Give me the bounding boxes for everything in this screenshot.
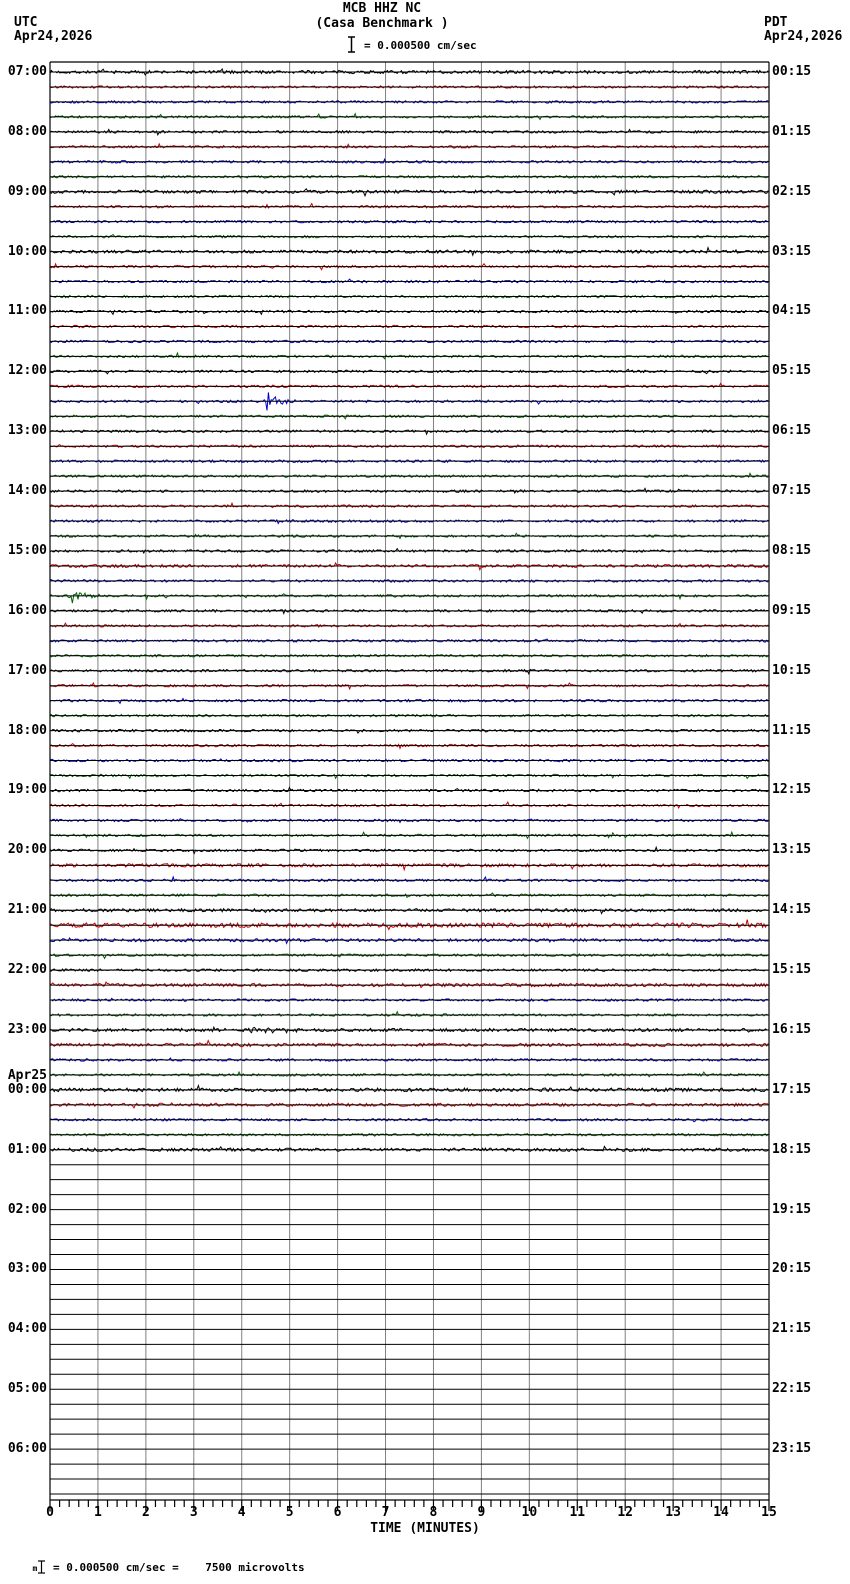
hour-label-utc: 12:00 — [7, 363, 47, 379]
seismogram-trace-row-35 — [50, 593, 768, 603]
hour-label-utc: 04:00 — [7, 1321, 47, 1337]
hour-label-utc: 19:00 — [7, 782, 47, 798]
hour-label-utc: 13:00 — [7, 423, 47, 439]
hour-label-pdt: 06:15 — [772, 423, 812, 439]
hour-label-utc: 21:00 — [7, 902, 47, 918]
hour-label-utc: 01:00 — [7, 1141, 47, 1157]
station-location: (Casa Benchmark ) — [315, 16, 449, 31]
timezone-left-label: UTC — [14, 15, 38, 30]
hour-label-pdt: 01:15 — [772, 123, 812, 139]
seismogram-trace-row-53 — [50, 864, 768, 870]
seismogram-trace-row-72 — [50, 1146, 768, 1151]
footer-scale-note — [6, 1548, 305, 1584]
hour-label-utc: 15:00 — [7, 542, 47, 558]
hour-label-utc: 16:00 — [7, 602, 47, 618]
hour-label-pdt: 05:15 — [772, 363, 812, 379]
hour-label-pdt: 22:15 — [772, 1381, 812, 1397]
hour-label-pdt: 07:15 — [772, 483, 812, 499]
x-tick-label: 6 — [333, 1505, 342, 1520]
hour-label-pdt: 19:15 — [772, 1201, 812, 1217]
seismogram-trace-row-8 — [50, 189, 768, 196]
hour-label-utc: 20:00 — [7, 842, 47, 858]
station-title: MCB HHZ NC — [342, 1, 422, 16]
hour-label-pdt: 23:15 — [772, 1441, 812, 1457]
hour-label-utc: 08:00 — [7, 123, 47, 139]
timezone-right-label: PDT — [764, 15, 788, 30]
seismogram-trace-row-9 — [50, 204, 768, 208]
date-left-label: Apr24,2026 — [14, 29, 93, 44]
hour-label-utc: 03:00 — [7, 1261, 47, 1277]
seismogram-trace-row-58 — [50, 938, 768, 943]
hour-label-utc: 00:00 — [7, 1081, 47, 1097]
seismogram-trace-row-65 — [50, 1041, 768, 1047]
hour-label-pdt: 20:15 — [772, 1261, 812, 1277]
x-tick-label: 7 — [381, 1505, 390, 1520]
seismogram-trace-row-56 — [50, 909, 768, 914]
date-break-label: Apr25 — [7, 1067, 47, 1083]
seismogram-trace-row-63 — [50, 1012, 768, 1017]
footer-scale-bar-icon — [37, 1561, 46, 1574]
footer-scale-text: = 0.000500 cm/sec = 7500 microvolts — [52, 1561, 305, 1574]
x-tick-label: 3 — [189, 1505, 198, 1520]
seismogram-trace-row-11 — [50, 235, 768, 238]
seismogram-trace-row-57 — [50, 920, 768, 930]
hour-label-utc: 05:00 — [7, 1381, 47, 1397]
seismogram-trace-row-54 — [50, 877, 768, 882]
hour-label-utc: 06:00 — [7, 1441, 47, 1457]
seismogram-trace-row-36 — [50, 610, 768, 614]
hour-label-pdt: 14:15 — [772, 902, 812, 918]
x-tick-label: 12 — [617, 1505, 634, 1520]
seismogram-trace-row-5 — [50, 144, 768, 148]
footer-scale-prefix: m — [32, 1564, 38, 1573]
seismogram-trace-row-14 — [50, 279, 768, 283]
seismogram-trace-row-21 — [50, 383, 768, 387]
seismogram-trace-row-6 — [50, 159, 768, 163]
x-axis-title: TIME (MINUTES) — [370, 1521, 480, 1536]
hour-label-utc: 18:00 — [7, 722, 47, 738]
x-tick-label: 11 — [569, 1505, 586, 1520]
hour-label-utc: 09:00 — [7, 183, 47, 199]
hour-label-pdt: 21:15 — [772, 1321, 812, 1337]
hour-label-pdt: 12:15 — [772, 782, 812, 798]
hour-label-pdt: 15:15 — [772, 962, 812, 978]
hour-label-pdt: 04:15 — [772, 303, 812, 319]
hour-label-pdt: 09:15 — [772, 602, 812, 618]
seismogram-trace-row-48 — [50, 788, 768, 792]
seismogram-trace-row-59 — [50, 953, 768, 958]
hour-label-utc: 10:00 — [7, 243, 47, 259]
seismogram-trace-row-44 — [50, 729, 768, 733]
x-tick-label: 15 — [761, 1505, 777, 1520]
x-tick-label: 1 — [94, 1505, 102, 1520]
hour-label-utc: 14:00 — [7, 483, 47, 499]
hour-label-utc: 11:00 — [7, 303, 47, 319]
hour-label-pdt: 10:15 — [772, 662, 812, 678]
hour-label-pdt: 17:15 — [772, 1081, 812, 1097]
seismogram-trace-row-24 — [50, 430, 768, 434]
seismogram-trace-row-47 — [50, 774, 768, 778]
hour-label-pdt: 08:15 — [772, 542, 812, 558]
seismogram-trace-row-23 — [50, 415, 768, 419]
hour-label-pdt: 02:15 — [772, 183, 812, 199]
seismogram-trace-row-16 — [50, 310, 768, 314]
x-tick-label: 9 — [477, 1505, 486, 1520]
date-right-label: Apr24,2026 — [764, 29, 843, 44]
hour-label-pdt: 13:15 — [772, 842, 812, 858]
hour-label-pdt: 18:15 — [772, 1141, 812, 1157]
seismogram-trace-row-40 — [50, 670, 768, 674]
hour-label-pdt: 11:15 — [772, 722, 812, 738]
x-tick-label: 2 — [141, 1505, 150, 1520]
x-tick-label: 0 — [46, 1505, 54, 1520]
hour-label-utc: 07:00 — [7, 64, 47, 79]
seismogram-trace-row-27 — [50, 473, 768, 477]
x-tick-label: 8 — [429, 1505, 438, 1520]
x-tick-label: 10 — [521, 1505, 538, 1520]
x-tick-label: 14 — [713, 1505, 729, 1520]
scale-text: = 0.000500 cm/sec — [364, 39, 477, 52]
seismogram-trace-row-29 — [50, 503, 768, 507]
hour-label-pdt: 16:15 — [772, 1021, 812, 1037]
seismogram-trace-row-68 — [50, 1086, 768, 1092]
hour-label-utc: 23:00 — [7, 1021, 47, 1037]
seismogram-trace-row-37 — [50, 623, 768, 627]
hour-label-utc: 17:00 — [7, 662, 47, 678]
x-tick-label: 13 — [665, 1505, 681, 1520]
seismogram-trace-row-30 — [50, 520, 768, 524]
hour-label-pdt: 00:15 — [772, 64, 812, 79]
x-tick-label: 4 — [237, 1505, 246, 1520]
hour-label-utc: 22:00 — [7, 962, 47, 978]
hour-label-pdt: 03:15 — [772, 243, 812, 259]
hour-label-utc: 02:00 — [7, 1201, 47, 1217]
seismogram-trace-row-69 — [50, 1103, 768, 1108]
x-tick-label: 5 — [285, 1505, 294, 1520]
